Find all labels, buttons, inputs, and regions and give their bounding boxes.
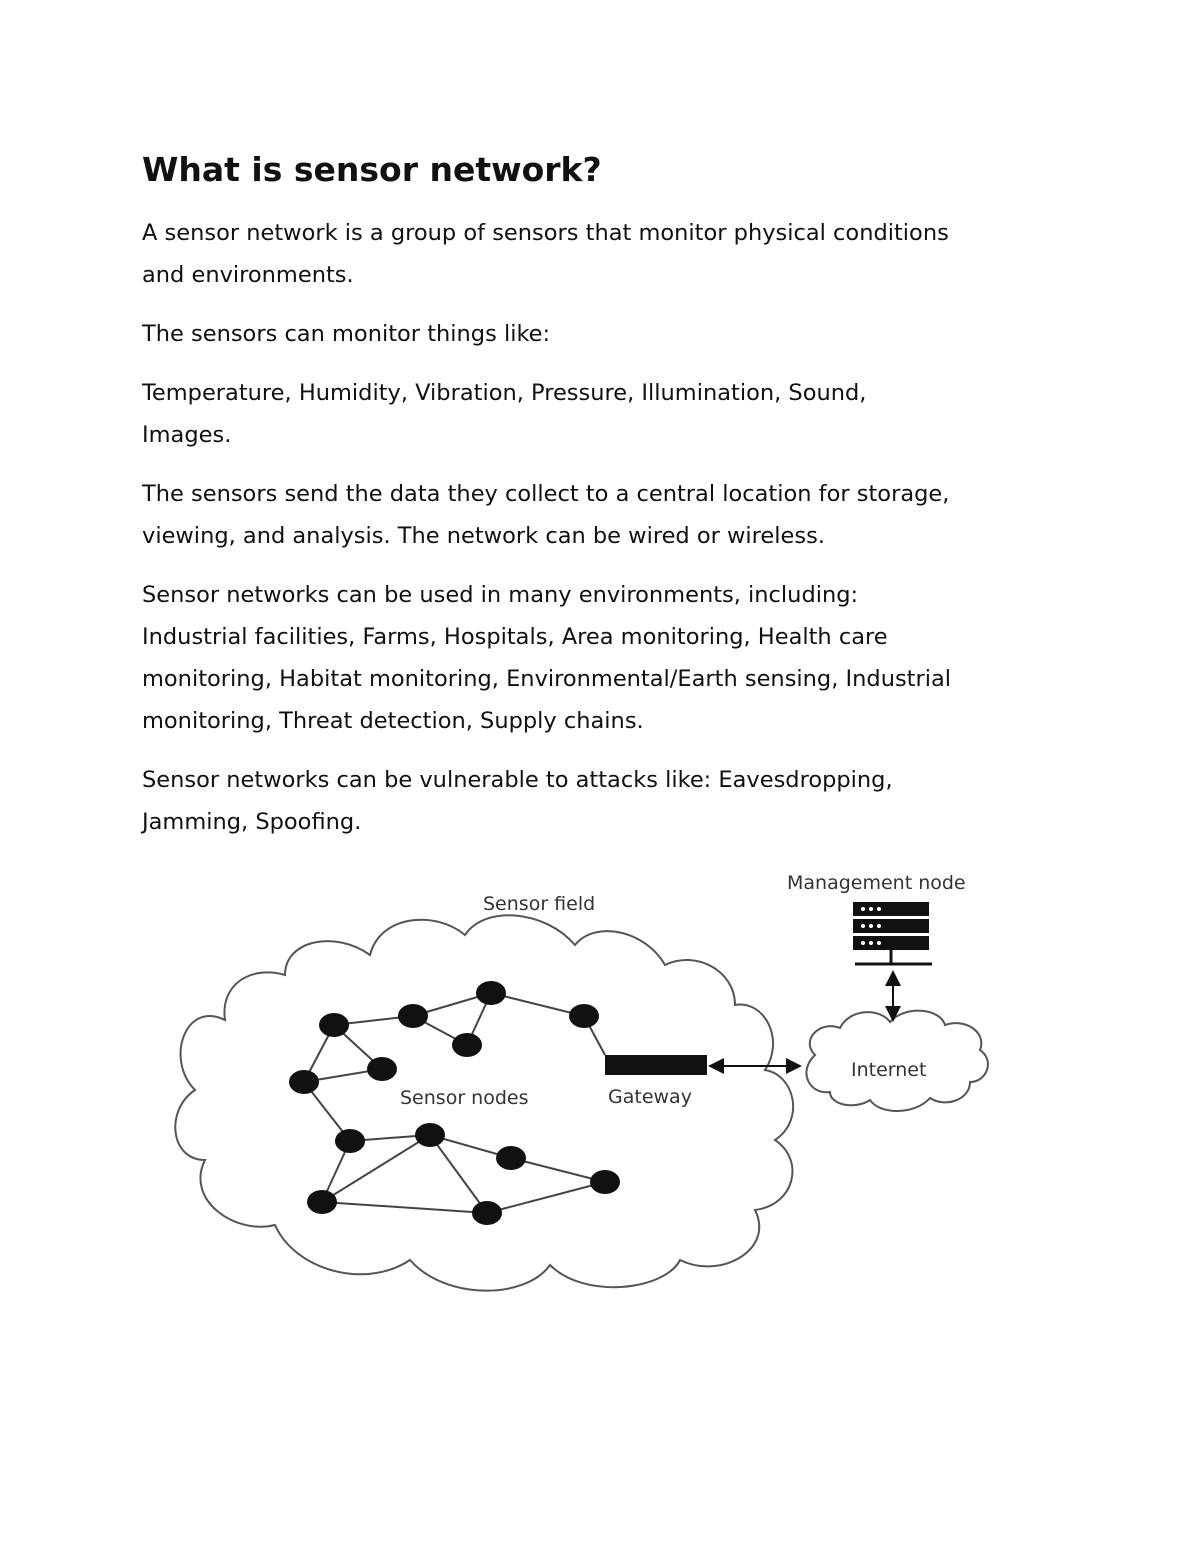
sensor-node [367, 1057, 397, 1081]
internet-label: Internet [851, 1059, 927, 1081]
text-line: Temperature, Humidity, Vibration, Pressure, Illumination, Sound, [142, 380, 867, 406]
text-line: The sensors send the data they collect to a central location for storage, [142, 481, 950, 507]
paragraph-monitor-list [142, 372, 1072, 456]
sensor-node [307, 1190, 337, 1214]
server-icon [853, 902, 932, 964]
sensor-node [569, 1004, 599, 1028]
sensor-node [335, 1129, 365, 1153]
text-line: Jamming, Spoofing. [142, 809, 362, 835]
text-line: Sensor networks can be vulnerable to attacks like: Eavesdropping, [142, 767, 893, 793]
sensor-node [319, 1013, 349, 1037]
sensor-node [289, 1070, 319, 1094]
sensor-field-label: Sensor field [483, 893, 596, 915]
paragraph-definition [142, 212, 1072, 296]
sensor-network-diagram [165, 860, 1005, 1320]
text-line: Industrial facilities, Farms, Hospitals, Area monitoring, Health care [142, 624, 888, 650]
text-line: and environments. [142, 262, 354, 288]
text-line: monitoring, Habitat monitoring, Environmental/Earth sensing, Industrial [142, 666, 952, 692]
gateway-label: Gateway [608, 1086, 692, 1108]
sensor-node [590, 1170, 620, 1194]
text-line: viewing, and analysis. The network can be wired or wireless. [142, 523, 825, 549]
sensor-node [476, 981, 506, 1005]
sensor-node [472, 1201, 502, 1225]
sensor-node [415, 1123, 445, 1147]
document-body [142, 148, 1072, 860]
paragraph-attacks [142, 759, 1072, 843]
paragraph-data-flow [142, 473, 1072, 557]
text-line: A sensor network is a group of sensors that monitor physical conditions [142, 220, 949, 246]
sensor-node [452, 1033, 482, 1057]
text-line: Images. [142, 422, 232, 448]
gateway-box [605, 1055, 707, 1075]
sensor-node [496, 1146, 526, 1170]
text-line: The sensors can monitor things like: [142, 321, 551, 347]
sensor-nodes-label: Sensor nodes [400, 1087, 529, 1109]
management-node-label: Management node [787, 872, 966, 894]
paragraph-environments [142, 574, 1072, 742]
text-line: Sensor networks can be used in many environments, including: [142, 582, 859, 608]
sensor-node [398, 1004, 428, 1028]
text-line: monitoring, Threat detection, Supply chains. [142, 708, 644, 734]
paragraph-monitor-intro [142, 313, 1072, 355]
page-title: What is sensor network? [142, 150, 602, 189]
